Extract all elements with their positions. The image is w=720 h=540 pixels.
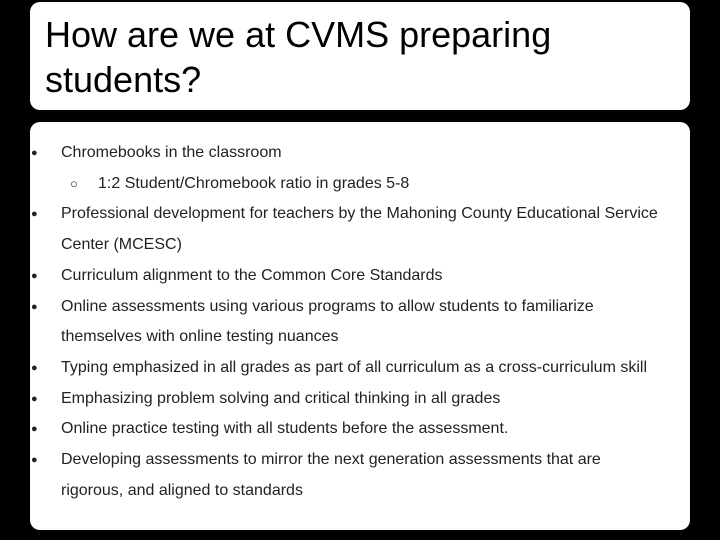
bullet-item: [30, 138, 690, 169]
bullet-text-continuation: Center (MCESC): [61, 236, 182, 254]
slide-title: How are we at CVMS preparing students?: [45, 14, 552, 100]
bullet-dot-icon: ●: [31, 454, 38, 467]
bullet-text: Typing emphasized in all grades as part of all curriculum as a cross-curriculum skill: [61, 358, 647, 376]
bullet-item: [30, 199, 690, 230]
bullet-item: [30, 353, 690, 384]
bullet-text: Curriculum alignment to the Common Core Standards: [61, 266, 443, 284]
sub-bullet-item: [30, 169, 690, 200]
bullet-list: [30, 138, 690, 506]
bullet-continuation: [30, 230, 690, 261]
bullet-dot-icon: ●: [31, 361, 38, 374]
bullet-text: Online assessments using various programs to allow students to familiarize: [61, 297, 594, 315]
bullet-item: [30, 384, 690, 415]
bullet-circle-icon: ○: [70, 175, 78, 191]
bullet-text-continuation: themselves with online testing nuances: [61, 328, 339, 346]
bullet-item: [30, 261, 690, 292]
bullet-text-continuation: rigorous, and aligned to standards: [61, 481, 303, 499]
bullet-dot-icon: ●: [31, 269, 38, 282]
bullet-item: [30, 445, 690, 476]
title-panel: [30, 2, 690, 110]
bullet-text: Professional development for teachers by the Mahoning County Educational Service: [61, 205, 658, 223]
bullet-text: Chromebooks in the classroom: [61, 144, 282, 161]
bullet-item: [30, 414, 690, 445]
bullet-text: 1:2 Student/Chromebook ratio in grades 5-8: [98, 174, 410, 192]
bullet-continuation: [30, 476, 690, 507]
bullet-dot-icon: ●: [31, 300, 38, 313]
bullet-continuation: [30, 322, 690, 353]
bullet-text: Developing assessments to mirror the next generation assessments that are: [61, 451, 601, 469]
bullet-dot-icon: ●: [31, 208, 38, 221]
content-panel: [30, 122, 690, 530]
bullet-dot-icon: ●: [31, 423, 38, 436]
bullet-dot-icon: ●: [31, 392, 38, 405]
bullet-item: [30, 292, 690, 323]
bullet-text: Online practice testing with all students before the assessment.: [61, 420, 509, 438]
bullet-text: Emphasizing problem solving and critical thinking in all grades: [61, 389, 501, 407]
bullet-dot-icon: ●: [31, 147, 38, 159]
